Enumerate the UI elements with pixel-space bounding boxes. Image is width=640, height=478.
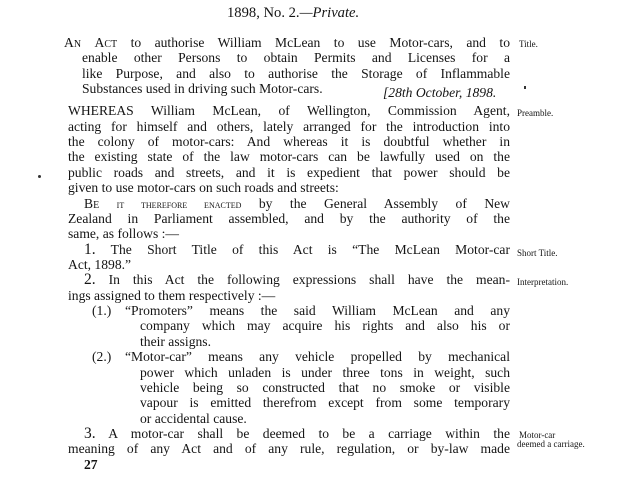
margin-note-motor-car-1: Motor-car — [519, 430, 556, 441]
title-line-2: enable other Persons to obtain Permits and Licenses for a — [82, 50, 510, 66]
item-2-line-2: power which unladen is under three tons in weight, such — [140, 364, 510, 380]
ink-speck — [38, 175, 41, 178]
item-2-line-3: vehicle being so constructed that no smoke or visible — [140, 379, 510, 395]
section-3-line-2: meaning of any Act and of any rule, regulation, or by-law made — [68, 441, 510, 457]
section-3-line-1: 3. A motor-car shall be deemed to be a carriage within the — [84, 424, 510, 442]
item-1-line-1: “Promoters” means the said William McLean and any — [125, 303, 510, 318]
preamble-line-1: WHEREAS William McLean, of Wellington, Commission Agent, — [68, 103, 510, 119]
act-year-number: 1898, No. 2. — [227, 5, 300, 21]
preamble-line-3: the colony of motor-cars: And whereas it is doubtful whether in — [68, 134, 510, 149]
enacting-line-1: Be it therefore enacted by the General Assembly of New — [84, 195, 510, 211]
title-line-3: like Purpose, and also to authorise the Storage of Inflammable — [82, 65, 510, 81]
item-2-line-5: or accidental cause. — [140, 410, 247, 426]
preamble-line-2: acting for himself and others, lately arranged for the introduction into — [68, 118, 510, 134]
act-private-label: —Private. — [299, 5, 360, 21]
margin-note-title: Title. — [519, 39, 538, 50]
margin-note-motor-car-2: deemed a carriage. — [517, 438, 585, 449]
section-2-line-1: 2. In this Act the following expressions shall have the mean- — [84, 271, 511, 289]
title-line-1: An Act to authorise William McLean to use Motor-cars, and to — [64, 35, 510, 50]
margin-note-interpretation: Interpretation. — [517, 277, 569, 288]
item-2-line-4: vapour is emitted therefrom except from some temporary — [140, 395, 510, 411]
section-1-number: 1. — [84, 240, 96, 258]
enacting-line-2: Zealand in Parliament assembled, and by the authority of the — [68, 210, 510, 226]
margin-note-short-title: Short Title. — [517, 247, 558, 258]
preamble-line-6: given to use motor-cars on such roads and streets: — [68, 180, 339, 196]
ink-speck — [524, 86, 526, 89]
enacting-line-3: same, as follows :— — [68, 226, 180, 242]
margin-note-preamble: Preamble. — [517, 107, 554, 118]
section-2-line-2: ings assigned to them respectively :— — [68, 287, 276, 303]
item-1-line-3: their assigns. — [140, 333, 211, 349]
assent-date: [28th October, 1898. — [383, 84, 497, 100]
preamble-line-4: the existing state of the law motor-cars can be lawfully used on the — [68, 149, 510, 165]
section-1-line-2: Act, 1898.” — [68, 256, 132, 272]
item-1-number: (1.) — [92, 303, 112, 318]
section-1-line-1: 1. The Short Title of this Act is “The McLean Motor-car — [84, 240, 510, 258]
section-2-number: 2. — [84, 271, 96, 289]
preamble-line-5: public roads and streets, and it is expedient that power should be — [68, 164, 510, 180]
title-line-4: Substances used in driving such Motor-cars. — [82, 81, 323, 97]
item-2-number: (2.) — [92, 349, 112, 365]
item-2-line-1: “Motor-car” means any vehicle propelled by mechanical — [125, 349, 510, 365]
act-header — [227, 6, 359, 21]
page-number: 27 — [84, 456, 98, 472]
item-1-line-2: company which may acquire his rights and also his or — [140, 318, 510, 334]
section-3-number: 3. — [84, 424, 96, 442]
